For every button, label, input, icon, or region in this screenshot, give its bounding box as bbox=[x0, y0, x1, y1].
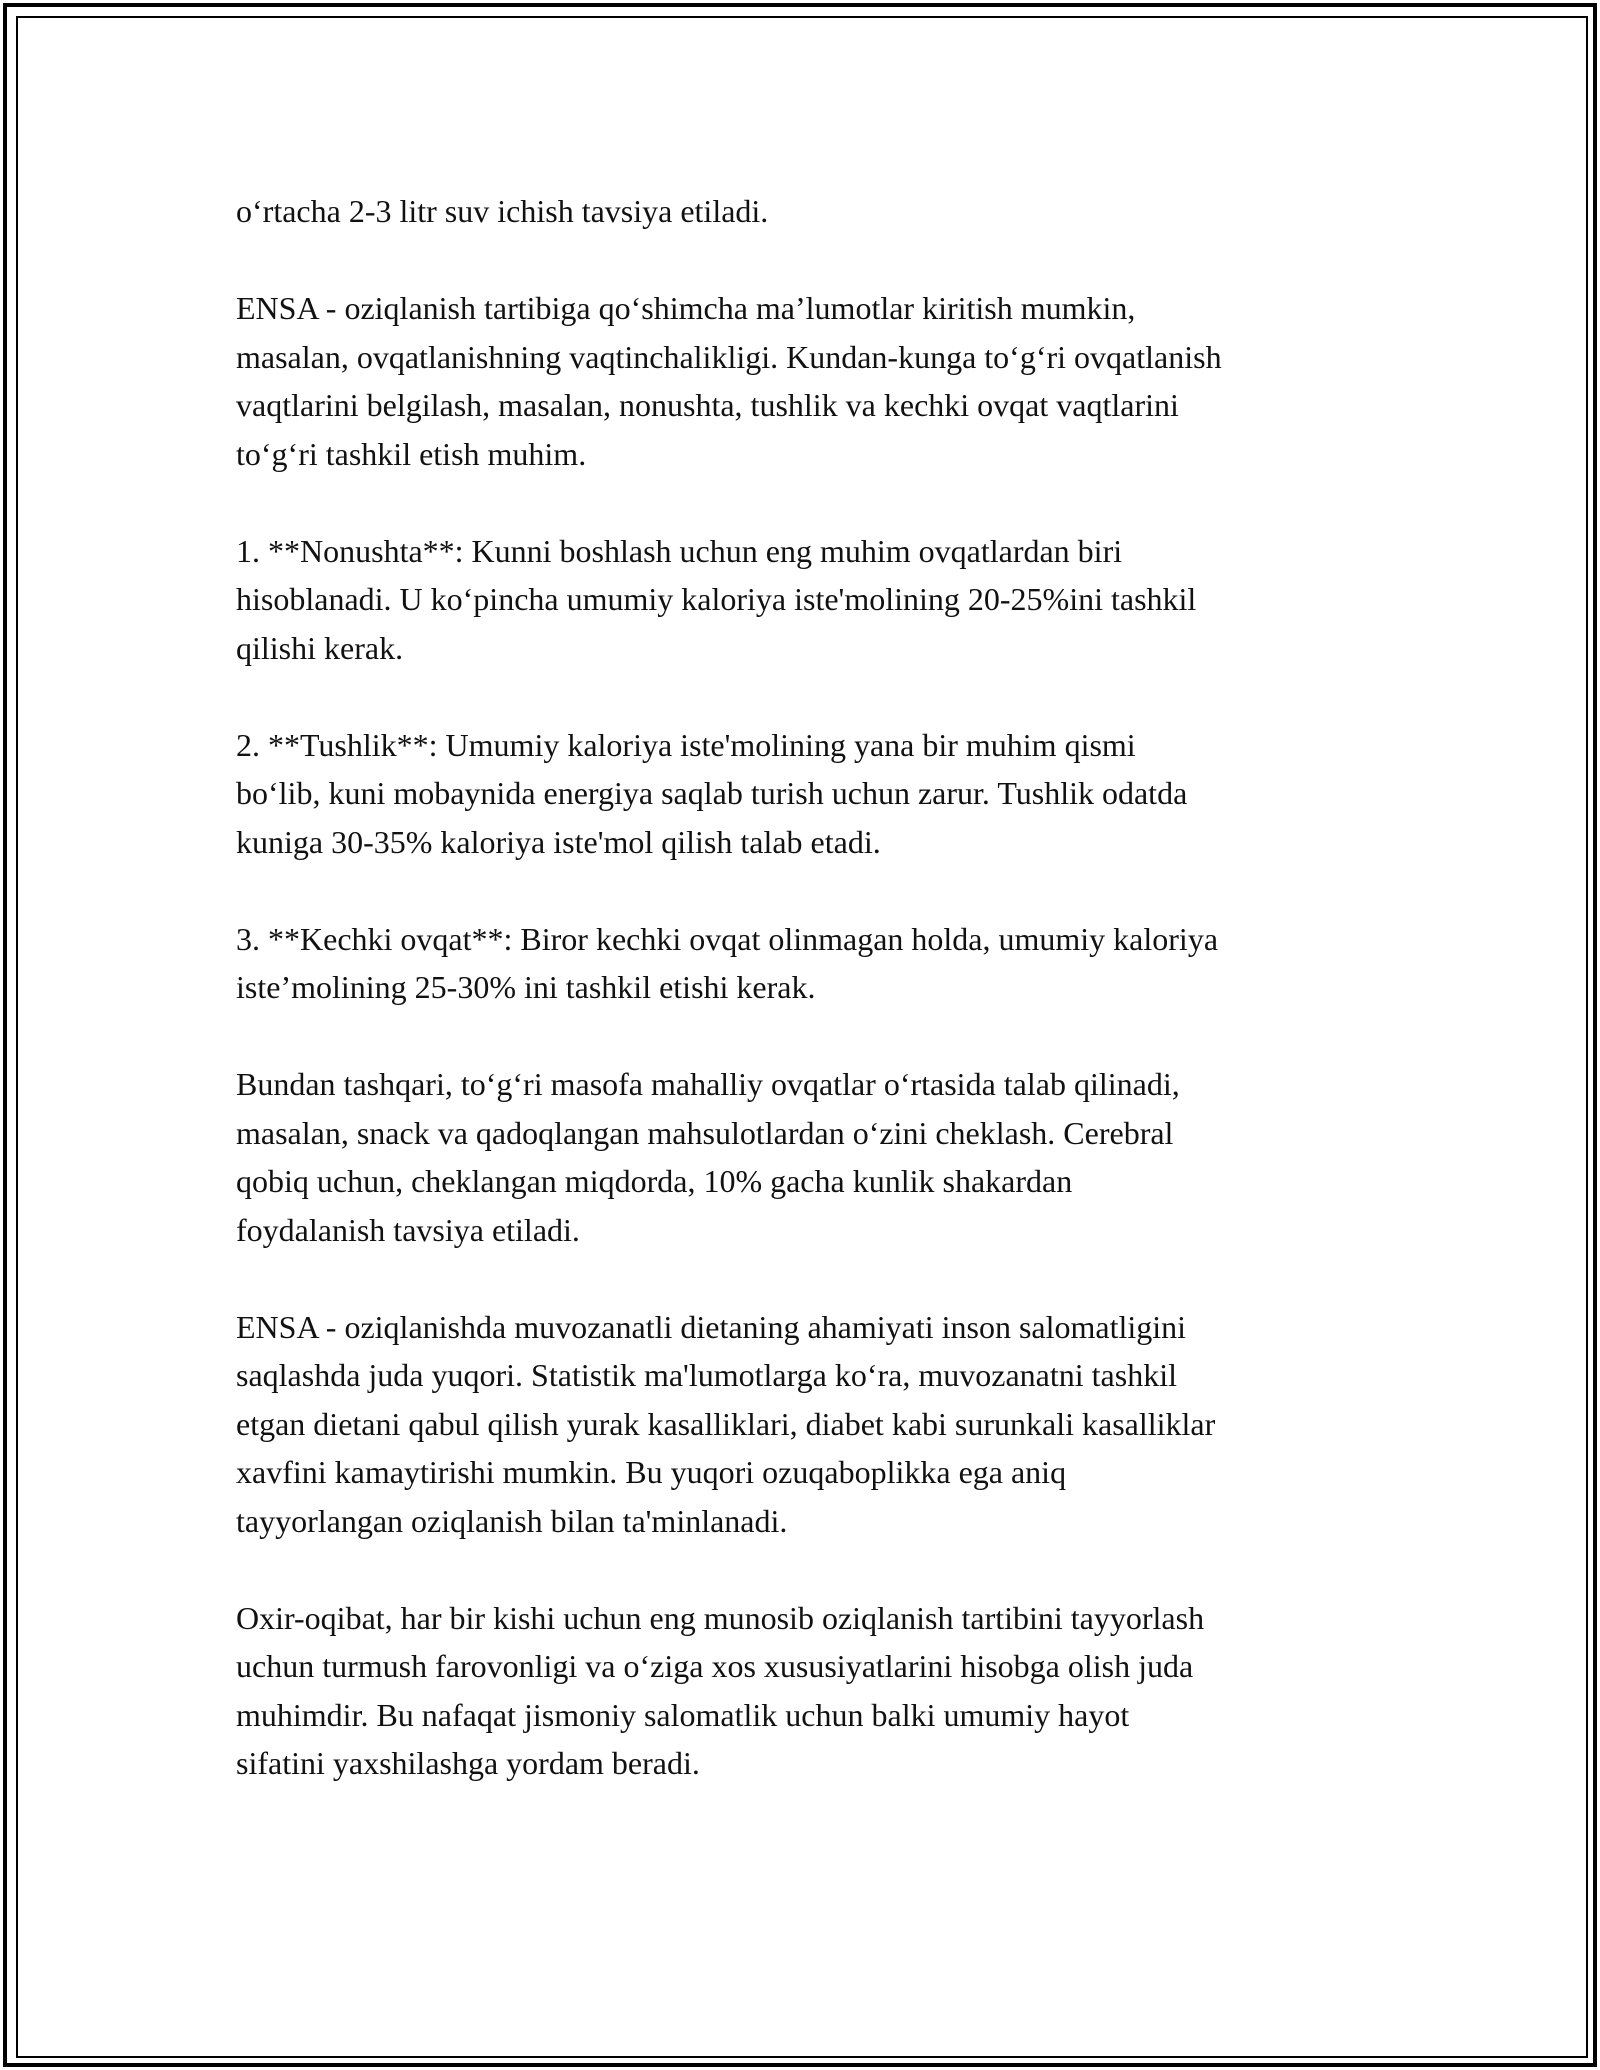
paragraph-snacks-sugar: Bundan tashqari, to‘g‘ri masofa mahalliy ovqatlar o‘rtasida talab qilinadi, masalan, snack va qadoqlangan mahsulotlardan o‘zini cheklash. Cerebral qobiq uchun, cheklangan miqdorda, 10% gacha kunlik shakardan foydalanish tavsiya etiladi. bbox=[236, 1066, 1180, 1248]
document-body bbox=[236, 187, 1386, 1836]
paragraph-meal-timing: ENSA - oziqlanish tartibiga qo‘shimcha ma’lumotlar kiritish mumkin, masalan, ovqatlanishning vaqtinchalikligi. Kundan-kunga to‘g‘ri ovqatlanish vaqtlarini belgilash, masalan, nonushta, tushlik va kechki ovqat vaqtlarini to‘g‘ri tashkil etish muhim. bbox=[236, 290, 1222, 472]
paragraph-conclusion: Oxir-oqibat, har bir kishi uchun eng munosib oziqlanish tartibini tayyorlash uchun turmush farovonligi va o‘ziga xos xususiyatlarini hisobga olish juda muhimdir. Bu nafaqat jismoniy salomatlik uchun balki umumiy hayot sifatini yaxshilashga yordam beradi. bbox=[236, 1599, 1205, 1781]
paragraph-breakfast: 1. **Nonushta**: Kunni boshlash uchun eng muhim ovqatlardan biri hisoblanadi. U ko‘pincha umumiy kaloriya iste'molining 20-25%ini tashkil qilishi kerak. bbox=[236, 532, 1197, 666]
paragraph-dinner: 3. **Kechki ovqat**: Biror kechki ovqat olinmagan holda, umumiy kaloriya iste’molining 25-30% ini tashkil etishi kerak. bbox=[236, 920, 1219, 1005]
paragraph-balanced-diet: ENSA - oziqlanishda muvozanatli dietaning ahamiyati inson salomatligini saqlashda juda yuqori. Statistik ma'lumotlarga ko‘ra, muvozanatni tashkil etgan dietani qabul qilish yurak kasalliklari, diabet kabi surunkali kasalliklar xavfini kamaytirishi mumkin. Bu yuqori ozuqaboplikka ega aniq tayyorlangan oziqlanish bilan ta'minlanadi. bbox=[236, 1308, 1216, 1539]
paragraph-water-intake: o‘rtacha 2-3 litr suv ichish tavsiya etiladi. bbox=[236, 193, 769, 229]
paragraph-lunch: 2. **Tushlik**: Umumiy kaloriya iste'molining yana bir muhim qismi bo‘lib, kuni mobaynida energiya saqlab turish uchun zarur. Tushlik odatda kuniga 30-35% kaloriya iste'mol qilish talab etadi. bbox=[236, 726, 1188, 860]
